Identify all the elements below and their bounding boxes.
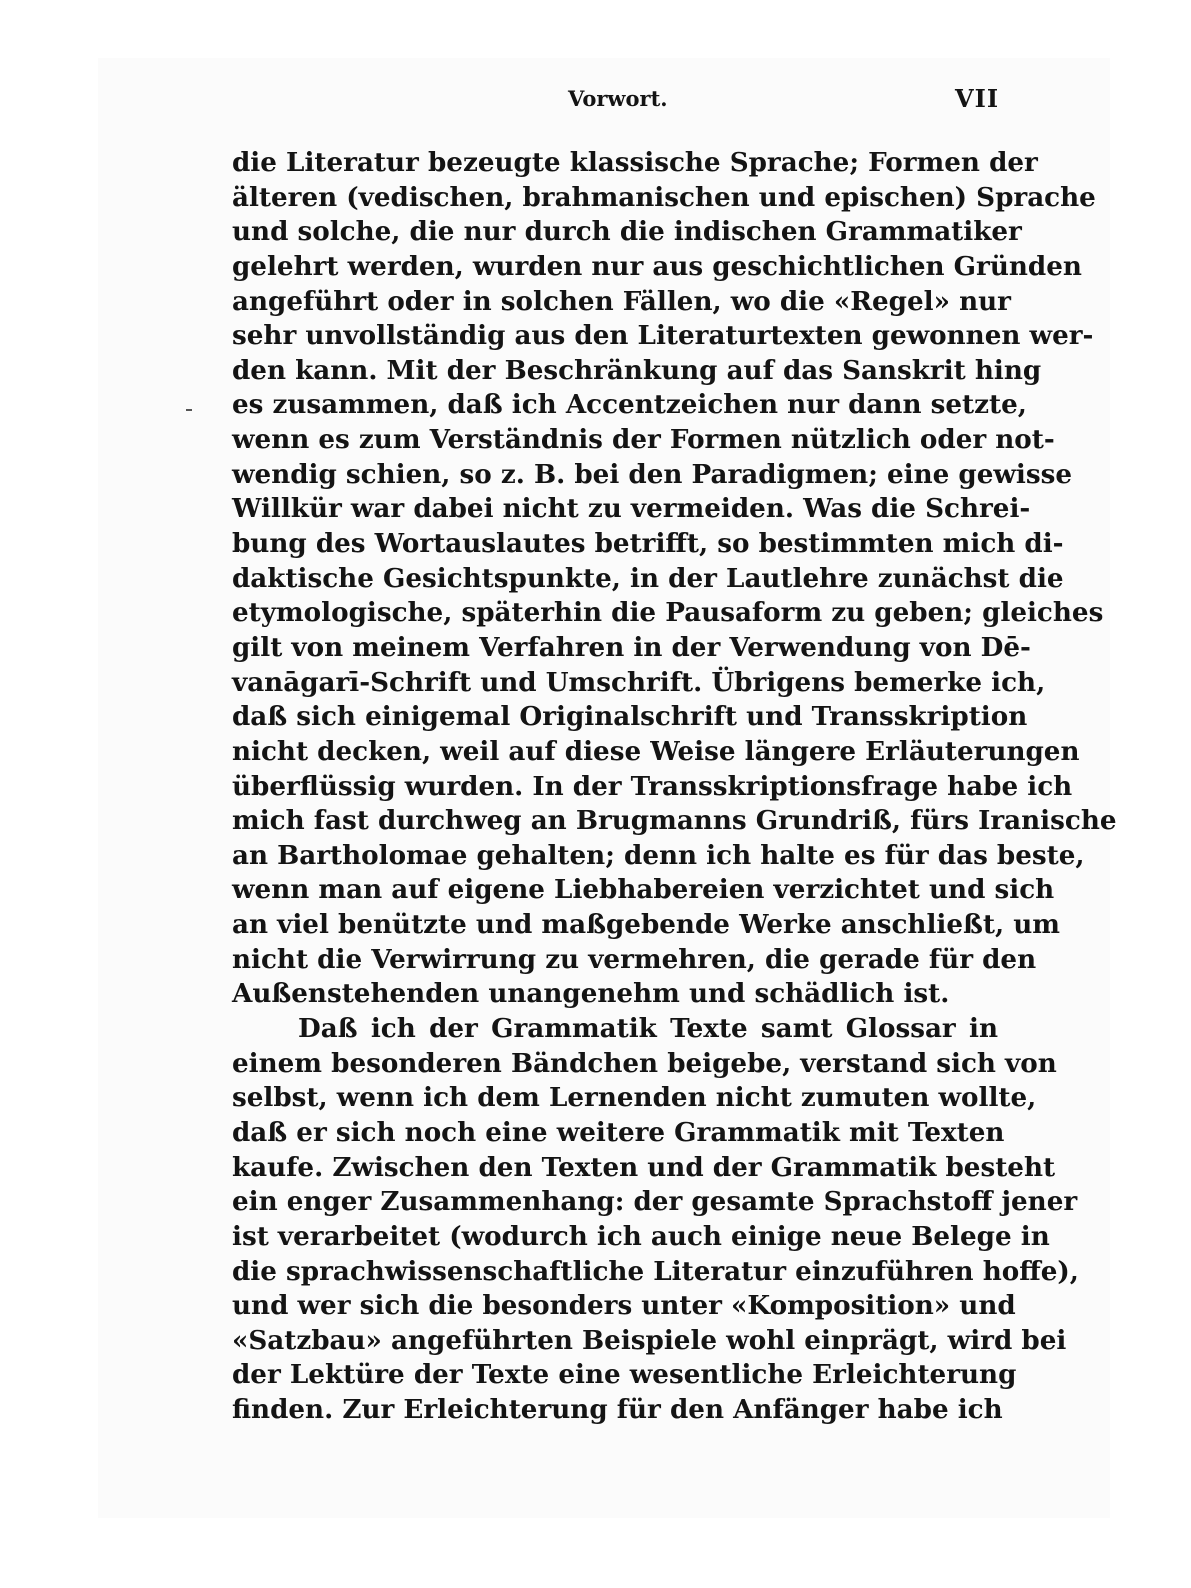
text-line: Willkür war dabei nicht zu vermeiden. Was die Schrei- [232, 493, 1031, 525]
paragraph-start-line: Daß ich der Grammatik Texte samt Glossar in [298, 1013, 998, 1045]
scan-speck [186, 409, 192, 411]
text-line: sehr unvollständig aus den Literaturtexten gewonnen wer- [232, 320, 1094, 352]
text-line: nicht die Verwirrung zu vermehren, die gerade für den [232, 943, 1037, 975]
text-line: den kann. Mit der Beschränkung auf das Sanskrit hing [232, 354, 1042, 386]
text-line: der Lektüre der Texte eine wesentliche Erleichterung [232, 1359, 1017, 1391]
page-header [0, 84, 1191, 118]
text-line: die Literatur bezeugte klassische Sprache; Formen der [232, 147, 1038, 178]
text-line: bung des Wortauslautes betrifft, so bestimmten mich di- [232, 528, 1064, 560]
text-line: es zusammen, daß ich Accentzeichen nur dann setzte, [232, 389, 1027, 421]
text-line: finden. Zur Erleichterung für den Anfänger habe ich [232, 1394, 1003, 1426]
text-line: daktische Gesichtspunkte, in der Lautlehre zunächst die [232, 562, 1064, 594]
running-head: Vorwort. [568, 86, 668, 111]
text-line: überflüssig wurden. In der Transskriptionsfrage habe ich [232, 770, 1073, 802]
text-line: selbst, wenn ich dem Lernenden nicht zumuten wollte, [232, 1082, 1037, 1114]
text-line: ein enger Zusammenhang: der gesamte Sprachstoff jener [232, 1186, 1078, 1218]
text-line: gelehrt werden, wurden nur aus geschichtlichen Gründen [232, 250, 1082, 282]
text-line: «Satzbau» angeführten Beispiele wohl einprägt, wird bei [232, 1324, 1067, 1356]
text-line: vanāgarī-Schrift und Umschrift. Übrigens bemerke ich, [232, 666, 1046, 698]
text-line: mich fast durchweg an Brugmanns Grundriß, fürs Iranische [232, 805, 1117, 837]
text-line: an viel benützte und maßgebende Werke anschließt, um [232, 909, 1060, 941]
text-line: etymologische, späterhin die Pausaform zu geben; gleiches [232, 597, 1104, 629]
text-line: kaufe. Zwischen den Texten und der Grammatik besteht [232, 1151, 1056, 1183]
text-line: daß er sich noch eine weitere Grammatik mit Texten [232, 1116, 1005, 1148]
text-line: nicht decken, weil auf diese Weise längere Erläuterungen [232, 735, 1080, 767]
text-line: daß sich einigemal Originalschrift und Transskription [232, 701, 1028, 733]
text-line: und wer sich die besonders unter «Komposition» und [232, 1290, 1016, 1322]
text-line: und solche, die nur durch die indischen Grammatiker [232, 216, 1022, 248]
text-line: die sprachwissenschaftliche Literatur einzuführen hoffe), [232, 1255, 1079, 1287]
text-line: wenn man auf eigene Liebhabereien verzichtet und sich [232, 874, 1055, 906]
text-line: wendig schien, so z. B. bei den Paradigmen; eine gewisse [232, 458, 1073, 490]
text-line: älteren (vedischen, brahmanischen und epischen) Sprache [232, 181, 1096, 213]
page-number: VII [955, 84, 1000, 113]
text-line: angeführt oder in solchen Fällen, wo die «Regel» nur [232, 285, 1011, 317]
text-line: einem besonderen Bändchen beigebe, verstand sich von [232, 1047, 1057, 1079]
text-line: gilt von meinem Verfahren in der Verwendung von Dē- [232, 631, 1031, 663]
text-line: ist verarbeitet (wodurch ich auch einige neue Belege in [232, 1220, 1050, 1252]
text-line: an Bartholomae gehalten; denn ich halte es für das beste, [232, 839, 1085, 871]
body-text [232, 146, 1117, 1428]
paragraph-end-line: Außenstehenden unangenehm und schädlich ist. [232, 978, 950, 1010]
text-line: wenn es zum Verständnis der Formen nützlich oder not- [232, 424, 1055, 456]
